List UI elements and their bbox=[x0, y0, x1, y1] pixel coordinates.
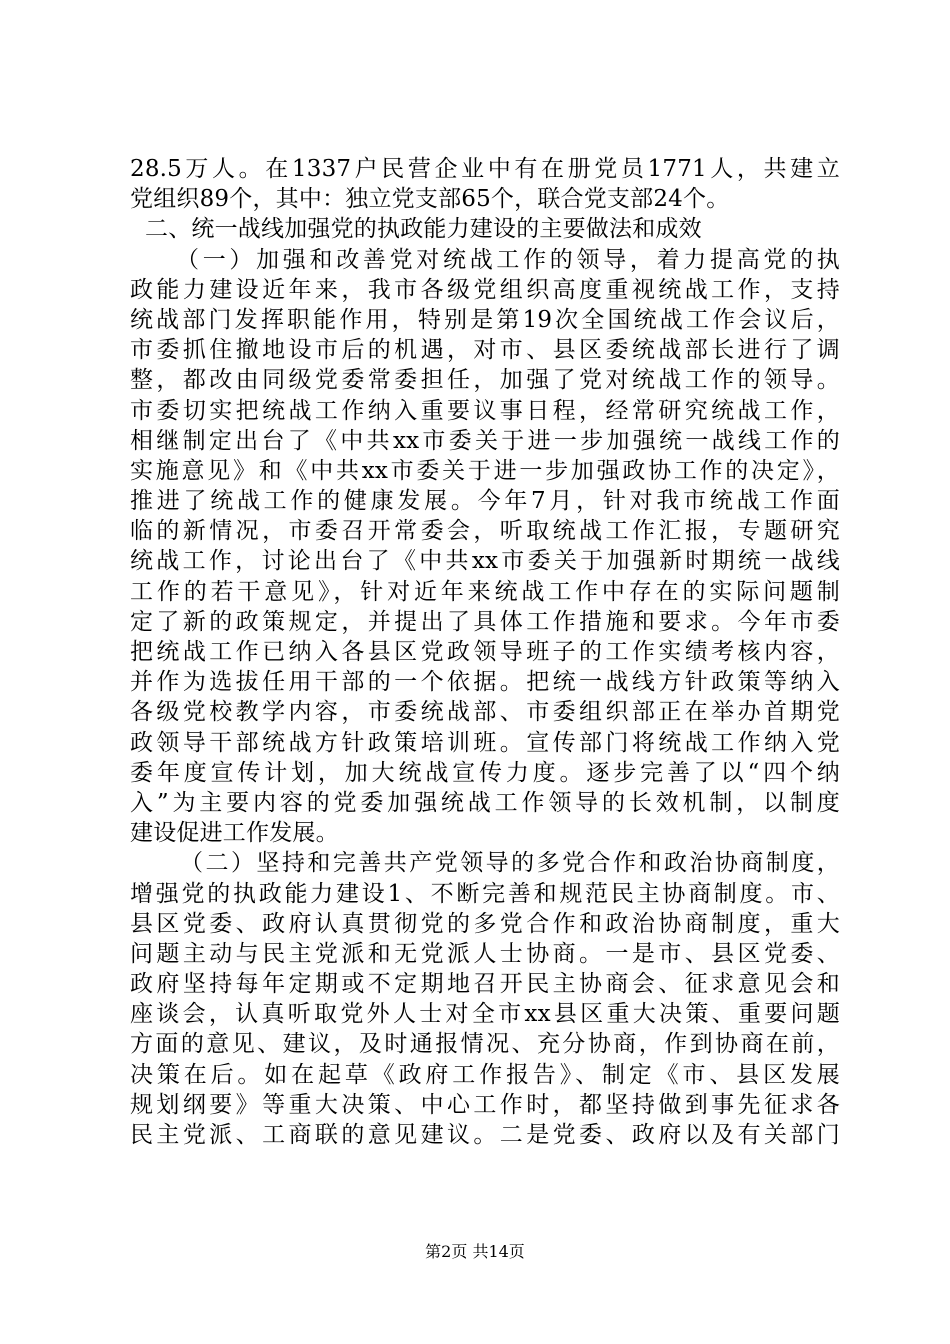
text-line: 推进了统战工作的健康发展。今年7月，针对我市统战工作面 bbox=[130, 488, 840, 515]
text-line: 临的新情况，市委召开常委会，听取统战工作汇报，专题研究 bbox=[130, 518, 840, 545]
text-line: 整，都改由同级党委常委担任，加强了党对统战工作的领导。 bbox=[130, 367, 840, 394]
text-line: 委年度宣传计划，加大统战宣传力度。逐步完善了以“四个纳 bbox=[130, 759, 840, 786]
text-line: 增强党的执政能力建设1、不断完善和规范民主协商制度。市、 bbox=[130, 880, 840, 907]
text-line: 政能力建设近年来，我市各级党组织高度重视统战工作，支持 bbox=[130, 276, 840, 303]
text-line: 党组织89个，其中：独立党支部65个，联合党支部24个。 bbox=[130, 186, 730, 213]
page-number-label: 第2页 共14页 bbox=[425, 1242, 525, 1261]
text-line: 各级党校教学内容，市委统战部、市委组织部正在举办首期党 bbox=[130, 699, 840, 726]
text-line: 统战工作，讨论出台了《中共xx市委关于加强新时期统一战线 bbox=[130, 548, 840, 575]
text-line: 28.5万人。在1337户民营企业中有在册党员1771人，共建立 bbox=[130, 156, 840, 182]
text-line: 县区党委、政府认真贯彻党的多党合作和政治协商制度，重大 bbox=[130, 910, 840, 937]
document-body bbox=[130, 154, 840, 1150]
text-line: 座谈会，认真听取党外人士对全市xx县区重大决策、重要问题 bbox=[130, 1001, 840, 1028]
text-line: 方面的意见、建议，及时通报情况、充分协商，作到协商在前， bbox=[130, 1031, 840, 1058]
text-line: 定了新的政策规定，并提出了具体工作措施和要求。今年市委 bbox=[130, 608, 840, 635]
text-line: 问题主动与民主党派和无党派人士协商。一是市、县区党委、 bbox=[130, 940, 840, 967]
text-line: 相继制定出台了《中共xx市委关于进一步加强统一战线工作的 bbox=[130, 427, 840, 454]
text-line: 政府坚持每年定期或不定期地召开民主协商会、征求意见会和 bbox=[130, 971, 840, 998]
text-line: 规划纲要》等重大决策、中心工作时，都坚持做到事先征求各 bbox=[130, 1091, 840, 1118]
text-line: 工作的若干意见》，针对近年来统战工作中存在的实际问题制 bbox=[130, 578, 840, 605]
text-line: 市委切实把统战工作纳入重要议事日程，经常研究统战工作， bbox=[130, 397, 840, 424]
text-line: 决策在后。如在起草《政府工作报告》、制定《市、县区发展 bbox=[130, 1061, 840, 1088]
text-line: 并作为选拔任用干部的一个依据。把统一战线方针政策等纳入 bbox=[130, 669, 840, 696]
text-line: 市委抓住撤地设市后的机遇，对市、县区委统战部长进行了调 bbox=[130, 337, 840, 364]
text-line: 民主党派、工商联的意见建议。二是党委、政府以及有关部门 bbox=[130, 1122, 840, 1148]
section-heading: 二、统一战线加强党的执政能力建设的主要做法和成效 bbox=[145, 216, 702, 243]
text-line: 政领导干部统战方针政策培训班。宣传部门将统战工作纳入党 bbox=[130, 729, 840, 756]
text-line: （一）加强和改善党对统战工作的领导，着力提高党的执 bbox=[176, 246, 840, 273]
text-line: 统战部门发挥职能作用，特别是第19次全国统战工作会议后， bbox=[130, 306, 840, 333]
text-line: 把统战工作已纳入各县区党政领导班子的工作实绩考核内容， bbox=[130, 639, 840, 665]
text-line: 建设促进工作发展。 bbox=[130, 820, 339, 847]
text-line: （二）坚持和完善共产党领导的多党合作和政治协商制度， bbox=[180, 850, 840, 877]
page-footer bbox=[0, 1242, 950, 1262]
text-line: 入”为主要内容的党委加强统战工作领导的长效机制，以制度 bbox=[130, 789, 840, 816]
text-line: 实施意见》和《中共xx市委关于进一步加强政协工作的决定》， bbox=[130, 457, 840, 484]
